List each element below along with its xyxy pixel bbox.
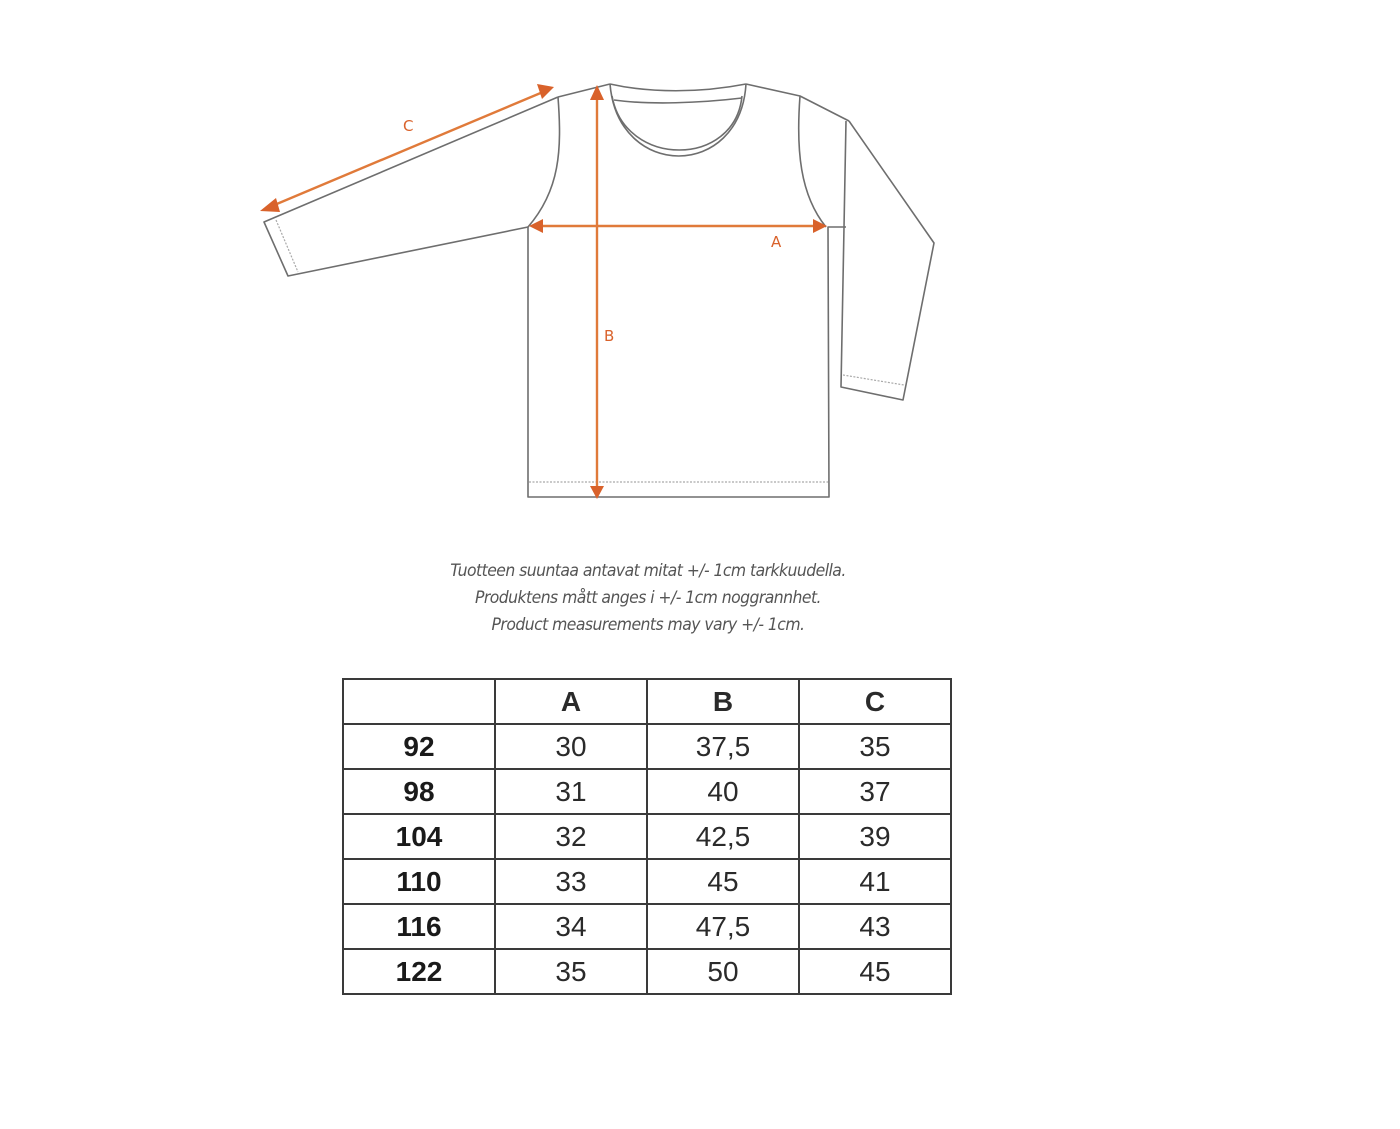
size-cell: 116 xyxy=(343,904,495,949)
value-b: 50 xyxy=(647,949,799,994)
arrow-right-icon xyxy=(813,219,827,233)
value-a: 31 xyxy=(495,769,647,814)
size-cell: 122 xyxy=(343,949,495,994)
table-row xyxy=(343,814,951,859)
measurement-a xyxy=(529,219,827,251)
arrow-left-icon xyxy=(260,198,280,212)
table-row xyxy=(343,949,951,994)
arrow-right-icon xyxy=(537,84,554,99)
value-b: 40 xyxy=(647,769,799,814)
value-b: 47,5 xyxy=(647,904,799,949)
size-cell: 110 xyxy=(343,859,495,904)
size-cell: 92 xyxy=(343,724,495,769)
measurement-b xyxy=(590,85,614,499)
size-cell: 104 xyxy=(343,814,495,859)
header-c: C xyxy=(799,679,951,724)
value-b: 42,5 xyxy=(647,814,799,859)
value-c: 35 xyxy=(799,724,951,769)
note-swedish: Produktens mått anges i +/- 1cm noggrannhet. xyxy=(475,588,821,608)
size-cell: 98 xyxy=(343,769,495,814)
value-a: 34 xyxy=(495,904,647,949)
value-a: 30 xyxy=(495,724,647,769)
header-b: B xyxy=(647,679,799,724)
note-english: Product measurements may vary +/- 1cm. xyxy=(491,615,805,635)
shirt-outline xyxy=(264,84,934,497)
label-c: C xyxy=(403,117,414,135)
value-a: 35 xyxy=(495,949,647,994)
table-row xyxy=(343,724,951,769)
value-b: 45 xyxy=(647,859,799,904)
header-size xyxy=(343,679,495,724)
size-chart-table xyxy=(342,678,952,995)
value-c: 37 xyxy=(799,769,951,814)
measurement-notes xyxy=(0,558,1296,639)
header-a: A xyxy=(495,679,647,724)
measurement-c xyxy=(260,84,554,212)
value-b: 37,5 xyxy=(647,724,799,769)
shirt-measurement-diagram xyxy=(0,0,1400,540)
table-row xyxy=(343,859,951,904)
table-row xyxy=(343,769,951,814)
value-c: 41 xyxy=(799,859,951,904)
value-c: 45 xyxy=(799,949,951,994)
value-c: 39 xyxy=(799,814,951,859)
table-header-row xyxy=(343,679,951,724)
arrow-left-icon xyxy=(529,219,543,233)
value-a: 32 xyxy=(495,814,647,859)
table-row xyxy=(343,904,951,949)
arrow-up-icon xyxy=(590,85,604,100)
value-c: 43 xyxy=(799,904,951,949)
label-a: A xyxy=(771,233,782,251)
label-b: B xyxy=(604,327,615,345)
note-finnish: Tuotteen suuntaa antavat mitat +/- 1cm tarkkuudella. xyxy=(450,561,846,581)
value-a: 33 xyxy=(495,859,647,904)
